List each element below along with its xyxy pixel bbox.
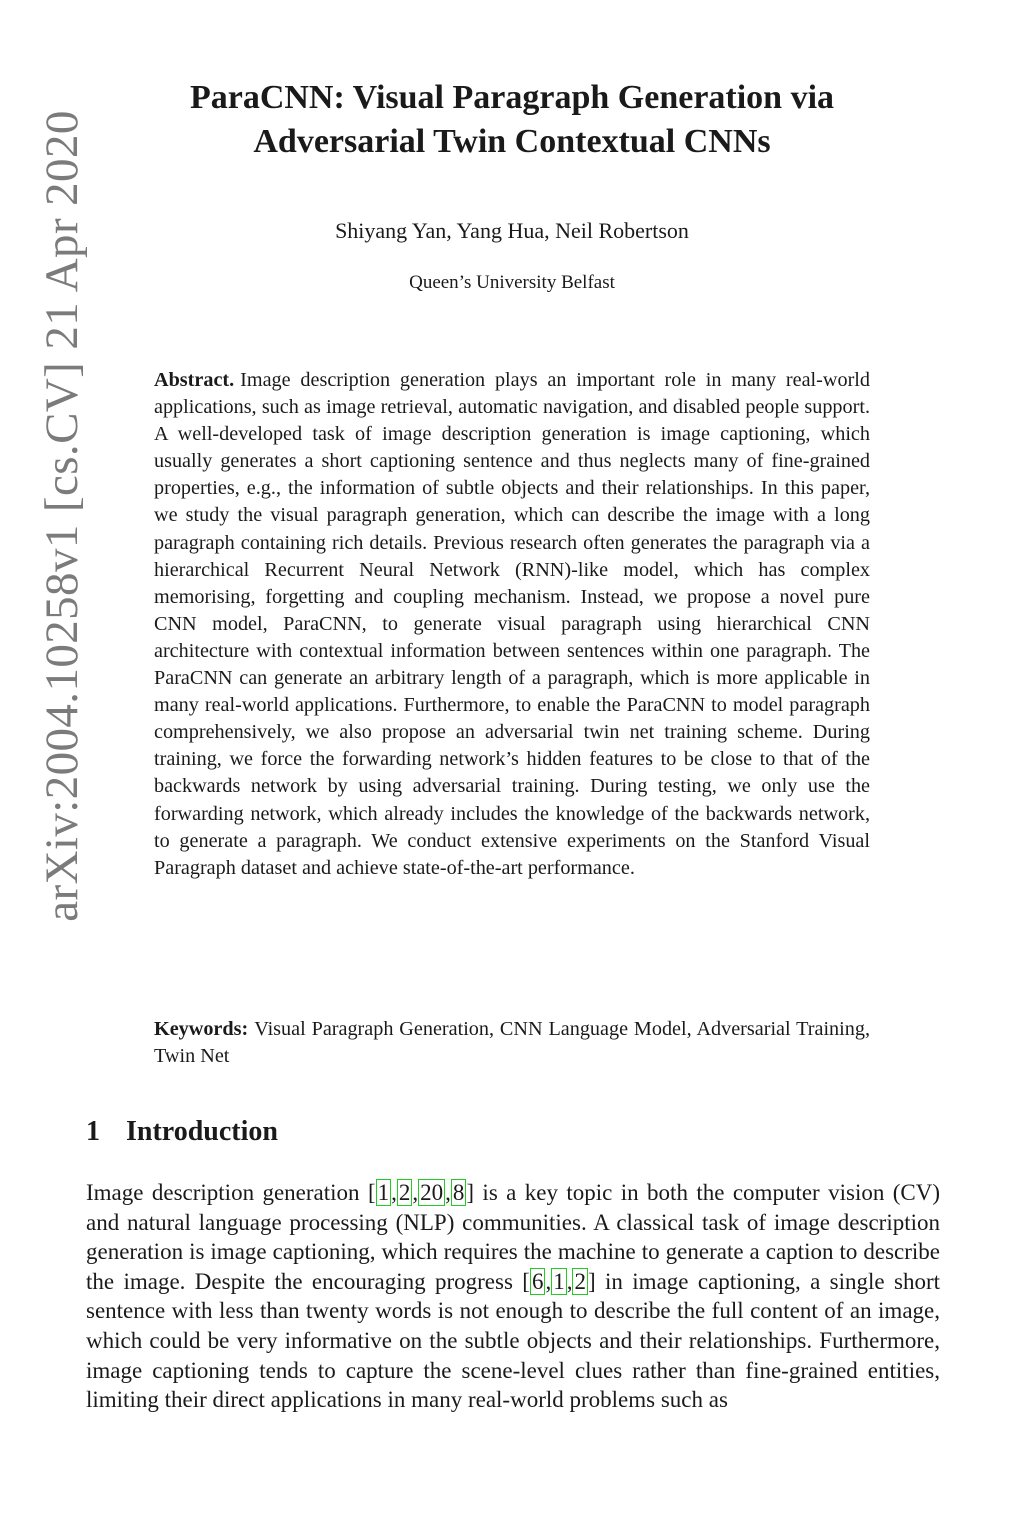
section-title: Introduction [126, 1116, 278, 1147]
citation-link[interactable]: 2 [398, 1180, 411, 1205]
affiliation: Queen’s University Belfast [409, 272, 615, 293]
citation-link[interactable]: 6 [531, 1268, 544, 1294]
abstract-body: Image description generation plays an important role in many real-world applications, such as image retrieval, automatic navigation, and disabled people support. A well-developed task of image description generation is image captioning, which usually generates a short captioning sentence and thus neglects many of fine-grained properties, e.g., the information of subtle objects and their relationships. In this paper, we study the visual paragraph generation, which can describe the image with a long paragraph containing rich details. Previous research often generates the paragraph via a hierarchical Recurrent Neural Network (RNN)-like model, which has complex memorising, forgetting and coupling mechanism. Instead, we propose a novel pure CNN model, ParaCNN, to generate visual paragraph using hierarchical CNN architecture with contextual information between sentences within one paragraph. The ParaCNN can generate an arbitrary length of a paragraph, which is more applicable in many real-world applications. Furthermore, to enable the ParaCNN to model paragraph comprehensively, we also propose an adversarial twin net training scheme. During training, we force the forwarding network’s hidden features to be close to that of the backwards network by using adversarial training. During testing, we only use the forwarding network, which already includes the knowledge of the backwards network, to generate a paragraph. We conduct extensive experiments on the Stanford Visual Paragraph dataset and achieve state-of-the-art performance. [154, 369, 870, 879]
keywords-label: Keywords: [154, 1018, 249, 1040]
keywords-list: Visual Paragraph Generation, CNN Language Model, Adversarial Training, Twin Net [154, 1018, 870, 1068]
citation-link[interactable]: 1 [377, 1180, 390, 1205]
title-line-1: ParaCNN: Visual Paragraph Generation via [189, 79, 835, 116]
citation-link[interactable]: 1 [553, 1268, 565, 1294]
citation-link[interactable]: 2 [574, 1268, 586, 1294]
section-number: 1 [86, 1116, 100, 1147]
arxiv-identifier: arXiv:2004.10258v1 [cs.CV] 21 Apr 2020 [36, 110, 88, 922]
abstract-label: Abstract. [154, 369, 235, 391]
section-heading-introduction [86, 1116, 278, 1148]
intro-text-3: in image captioning, a single short sentence with less than twenty words is not enough to describe the full content of an image, which could be very informative on the subtle objects and their relationships. Furthermore, image captioning tends to capture the scene-level clues rather than fine-grained entities, limiting their direct applications in many real-world problems such as [86, 1268, 940, 1413]
intro-text-2: is a key topic in both the computer vision (CV) and natural language processing (NLP) communities. A classical task of image description generation is image captioning, which requires the machine to generate a caption to describe the image. Despite the encouraging progress [86, 1180, 941, 1294]
introduction-paragraph: Image description generation [1,2,20,8] is a key topic in both the computer vision (CV) and natural language processing (NLP) communities. A classical task of image description generation is image captioning, which requires the machine to generate a caption to describe the image. Despite the encouraging progress [6,1,2] in image captioning, a single short sentence with less than twenty words is not enough to describe the full content of an image, which could be very informative on the subtle objects and their relationships. Furthermore, image captioning tends to capture the scene-level clues rather than fine-grained entities, limiting their direct applications in many real-world problems such as [86, 1180, 941, 1413]
paper-title [112, 76, 912, 164]
keywords [154, 1016, 870, 1070]
title-line-2: Adversarial Twin Contextual CNNs [253, 123, 771, 160]
author-list: Shiyang Yan, Yang Hua, Neil Robertson [335, 218, 689, 243]
citation-link[interactable]: 20 [420, 1180, 444, 1205]
intro-text-1: Image description generation [86, 1180, 368, 1205]
citation-link[interactable]: 8 [452, 1180, 465, 1205]
arxiv-side-stamp [14, 76, 110, 956]
abstract [154, 367, 870, 882]
